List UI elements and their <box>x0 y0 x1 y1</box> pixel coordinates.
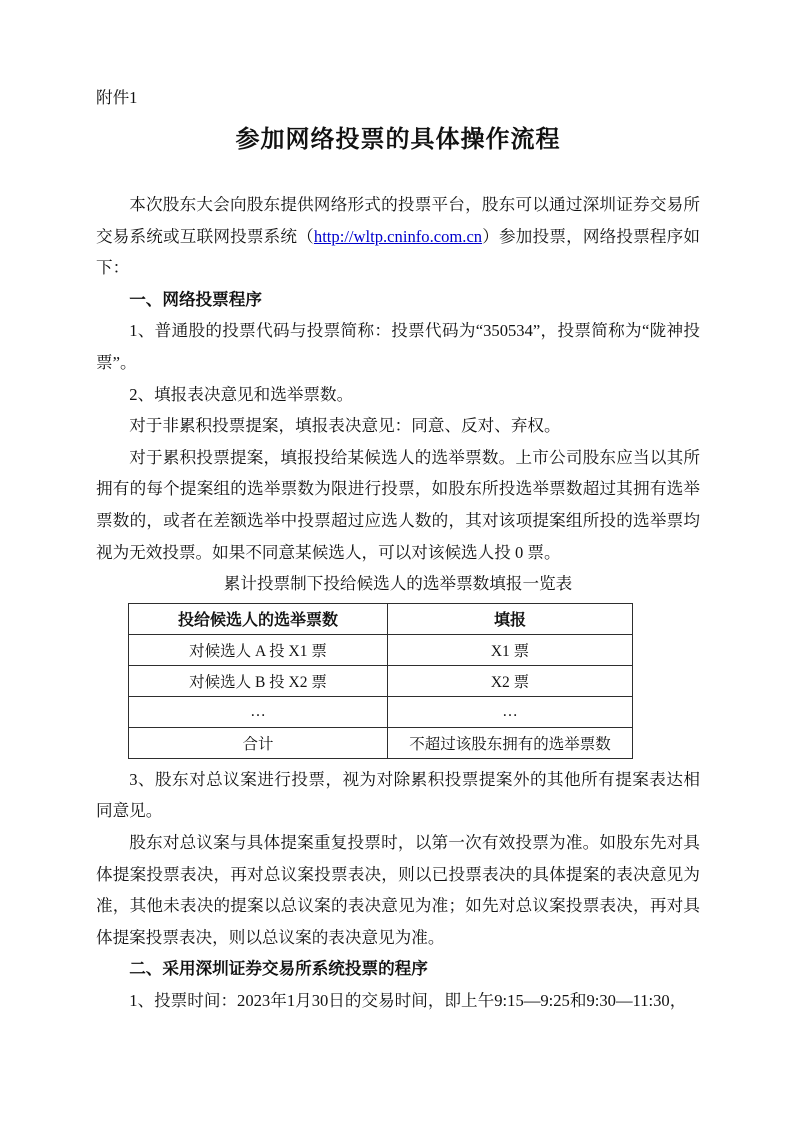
table-cell: X2 票 <box>388 665 633 696</box>
table-header-votes-column: 投给候选人的选举票数 <box>129 603 388 634</box>
intro-paragraph <box>96 189 700 284</box>
table-row <box>129 665 633 696</box>
voting-site-link[interactable]: http://wltp.cninfo.com.cn <box>313 226 483 246</box>
table-row <box>129 696 633 727</box>
table-header-row <box>129 603 633 634</box>
cumulative-vote-table <box>128 603 633 759</box>
attachment-label: 附件1 <box>96 88 138 107</box>
document-title: 参加网络投票的具体操作流程 <box>235 127 561 153</box>
table-cell: … <box>129 696 388 727</box>
table-cell: 不超过该股东拥有的选举票数 <box>388 727 633 758</box>
section-1-item-2: 2、填报表决意见和选举票数。 <box>129 384 354 404</box>
intro-text-after-url: ）参加投票，网络投票程序如下： <box>96 226 700 278</box>
table-header-fill-column: 填报 <box>388 603 633 634</box>
repeat-voting-paragraph: 股东对总议案与具体提案重复投票时，以第一次有效投票为准。如股东先对具体提案投票表决，再对总议案投票表决，则以已投票表决的具体提案的表决意见为准，其他未表决的提案以总议案的表决意见为准；如先对总议案投票表决，再对具体提案投票表决，则以总议案的表决意见为准。 <box>96 832 700 947</box>
table-cell: 对候选人 B 投 X2 票 <box>129 665 388 696</box>
section-1-heading: 一、网络投票程序 <box>129 289 262 309</box>
table-cell: X1 票 <box>388 634 633 665</box>
table-row <box>129 634 633 665</box>
table-row <box>129 727 633 758</box>
intro-text-before-url: 本次股东大会向股东提供网络形式的投票平台，股东可以通过深圳证券交易所交易系统或互联网投票系统（ <box>96 195 700 246</box>
table-cell: 对候选人 A 投 X1 票 <box>129 634 388 665</box>
section-1-item-1: 1、普通股的投票代码与投票简称：投票代码为“350534”，投票简称为“陇神投票”。 <box>96 321 700 372</box>
section-2-item-1: 1、投票时间：2023年1月30日的交易时间，即上午9:15—9:25和9:30—11:30， <box>129 990 687 1010</box>
vote-table-caption: 累计投票制下投给候选人的选举票数填报一览表 <box>223 574 573 594</box>
section-1-item-3: 3、股东对总议案进行投票，视为对除累积投票提案外的其他所有提案表达相同意见。 <box>96 769 700 821</box>
cumulative-voting-paragraph: 对于累积投票提案，填报投给某候选人的选举票数。上市公司股东应当以其所拥有的每个提案组的选举票数为限进行投票，如股东所投选举票数超过其拥有选举票数的，或者在差额选举中投票超过应选人数的，其对该项提案组所投的选举票均视为无效投票。如果不同意某候选人，可以对该候选人投 0 票。 <box>96 447 700 562</box>
table-cell: 合计 <box>129 727 388 758</box>
document-body <box>96 189 700 1016</box>
section-2-heading: 二、采用深圳证券交易所系统投票的程序 <box>129 959 428 979</box>
table-cell: … <box>388 696 633 727</box>
non-cumulative-voting-paragraph: 对于非累积投票提案，填报表决意见：同意、反对、弃权。 <box>129 416 561 436</box>
